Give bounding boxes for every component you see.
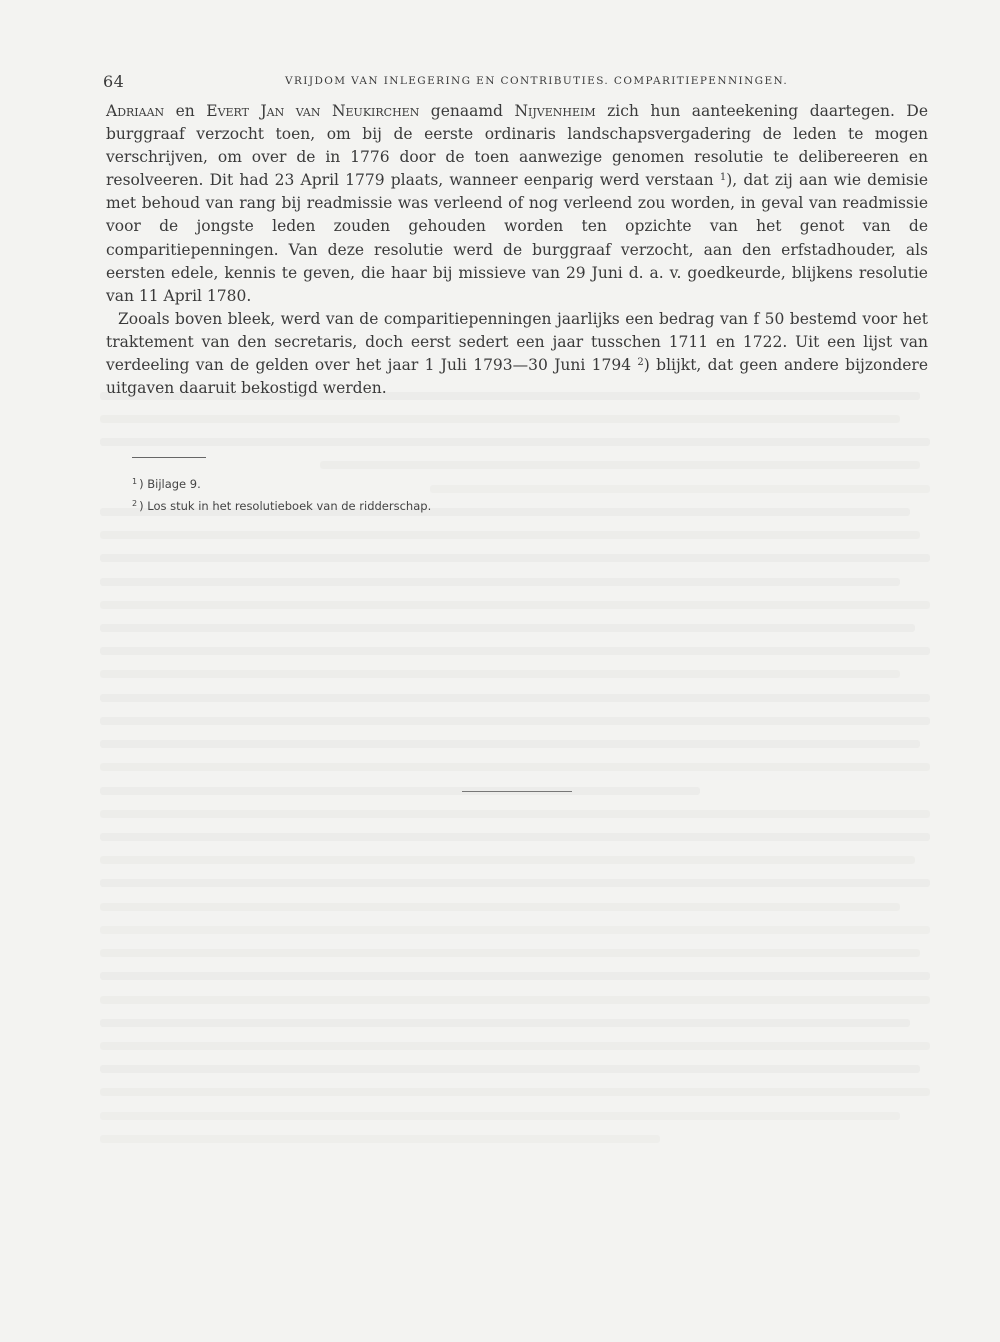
footnote-marker: 2 (132, 499, 138, 508)
page-number: 64 (103, 72, 125, 91)
body-text (106, 100, 928, 400)
section-end-rule (462, 791, 572, 792)
footnote-reference: 2 (637, 357, 644, 369)
footnotes (132, 472, 632, 516)
footnote-rule (132, 457, 206, 458)
person-name: Nijvenheim (514, 102, 596, 120)
running-head: VRIJDOM VAN INLEGERING EN CONTRIBUTIES. COMPARITIEPENNINGEN. (285, 75, 789, 87)
footnote: $^1$ ) Bijlage 9. (132, 477, 201, 491)
footnote: $^2$ ) Los stuk in het resolutieboek van de ridderschap. (132, 499, 432, 513)
person-name: Evert Jan van Neukirchen (206, 102, 420, 120)
page-header (103, 72, 933, 92)
paragraph: Adriaan en Evert Jan van Neukirchen genaamd Nijvenheim zich hun aanteekening daartegen. De burggraaf verzocht toen, om bij de eerste ordinaris landschapsvergadering de leden te mogen verschrijven, om over de in 1776 door de toen aanwezige genomen resolutie te delibereeren en resolveeren. Dit had 23 April 1779 plaats, wanneer eenparig werd verstaan $^1$), dat zij aan wie demisie met behoud van rang bij readmissie was verleend of nog verleend zou worden, in geval van readmissie voor de jongste leden zouden gehouden worden ten opzichte van het genot van de comparitiepenningen. Van deze resolutie werd de burggraaf verzocht, aan den erfstadhouder, als eersten edele, kennis te geven, die haar bij missieve van 29 Juni d. a. v. goedkeurde, blijkens resolutie van 11 April 1780. (106, 102, 928, 305)
paragraph: Zooals boven bleek, werd van de comparitiepenningen jaarlijks een bedrag van f 50 bestemd voor het traktement van den secretaris, doch eerst sedert een jaar tusschen 1711 en 1722. Uit een lijst van verdeeling van de gelden over het jaar 1 Juli 1793—30 Juni 1794 $^2$) blijkt, dat geen andere bijzondere uitgaven daaruit bekostigd werden. (106, 309, 929, 398)
footnote-reference: 1 (719, 172, 727, 184)
person-name: Adriaan (106, 102, 165, 120)
footnote-marker: 1 (132, 477, 138, 486)
